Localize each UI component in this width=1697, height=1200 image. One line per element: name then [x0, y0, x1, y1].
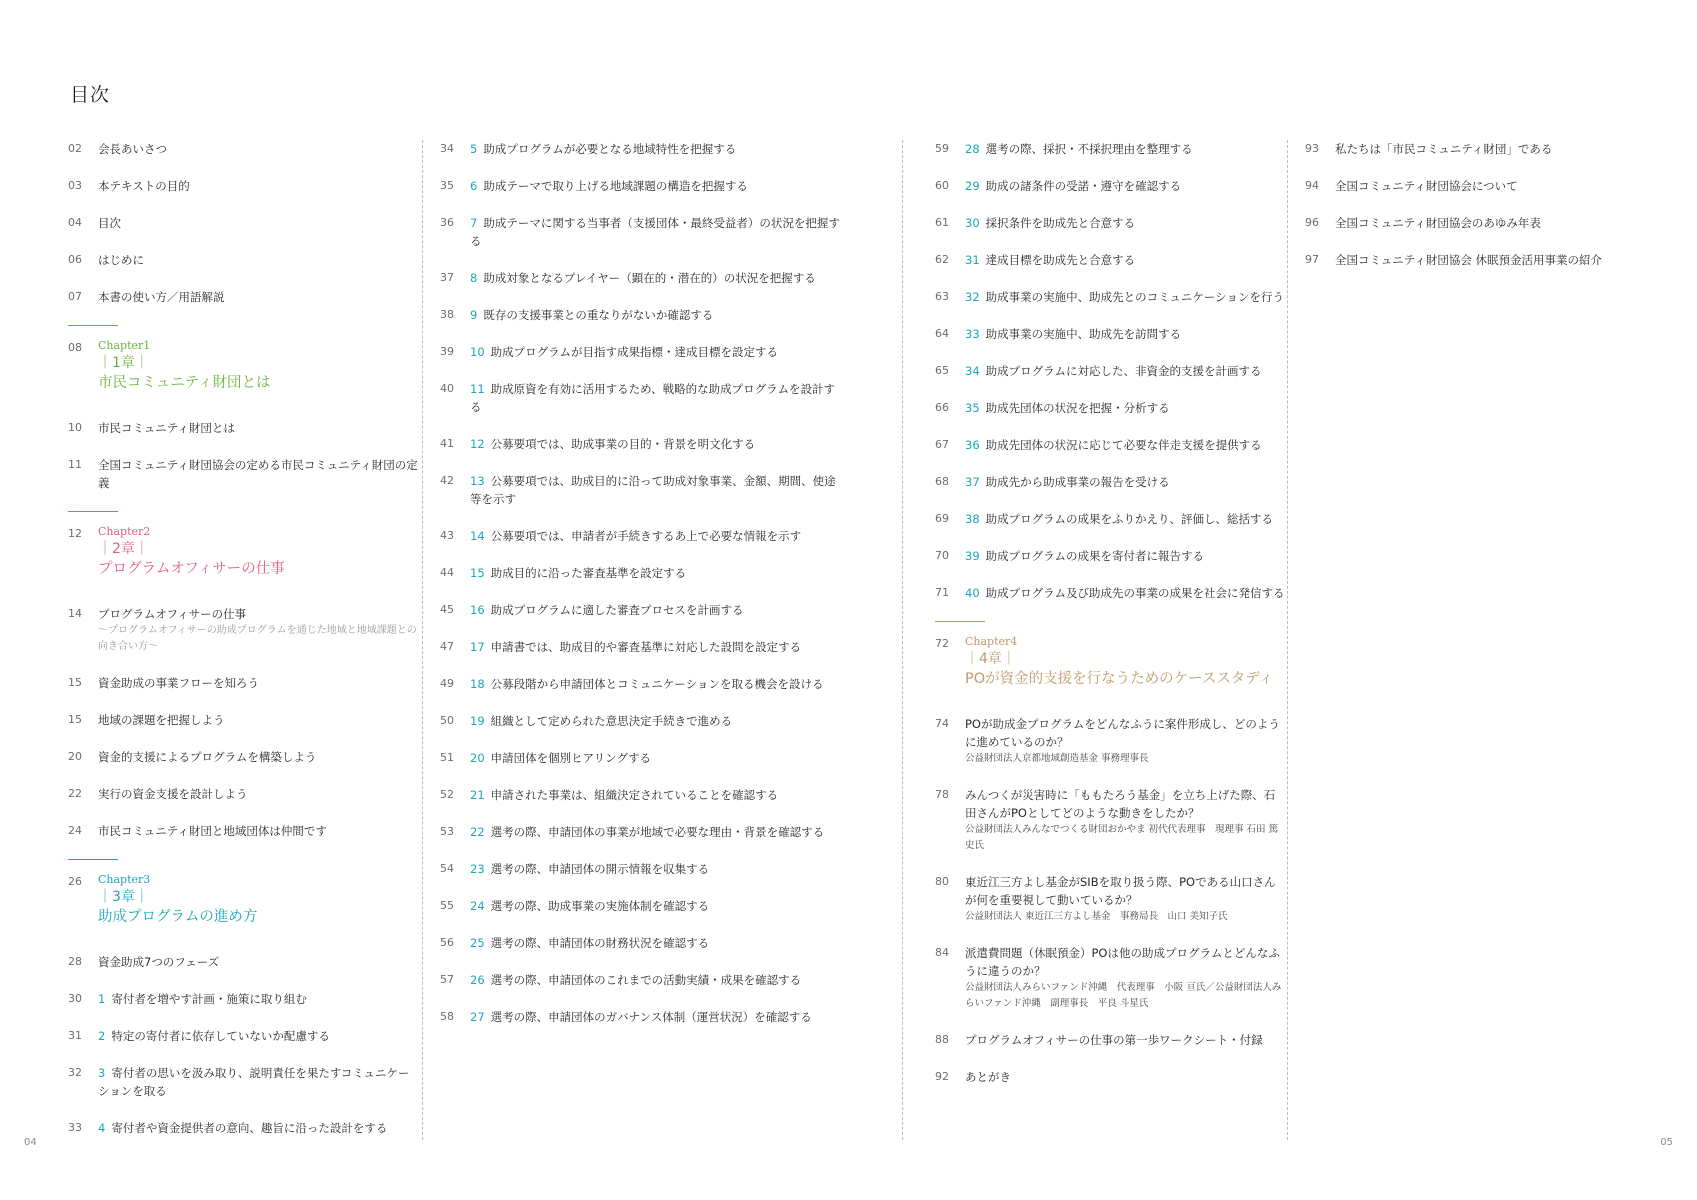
toc-item-title: 市民コミュニティ財団と地域団体は仲間です — [98, 824, 327, 838]
toc-item-note: 公益財団法人京都地域創造基金 事務理事長 — [965, 753, 1149, 764]
toc-item-title: 寄付者の思いを汲み取り、説明責任を果たすコミュニケーションを取る — [98, 1066, 410, 1098]
page-title: 目次 — [70, 84, 111, 106]
toc-entry[interactable] — [1305, 140, 1685, 158]
toc-entry[interactable] — [440, 638, 840, 656]
toc-item-number: 15 — [470, 566, 485, 580]
toc-item-title: 組織として定められた意思決定手続きで進める — [490, 714, 733, 728]
toc-page-number: 36 — [440, 216, 454, 229]
toc-item-title: 選考の際、申請団体のこれまでの活動実績・成果を確認する — [490, 973, 802, 987]
toc-page-number: 03 — [68, 179, 82, 192]
chapter-4-heading[interactable]: 72 Chapter4 ｜4章｜ POが資金的支援を行なうためのケーススタディ — [935, 621, 1285, 689]
toc-item-number: 4 — [98, 1121, 106, 1135]
toc-item-number: 16 — [470, 603, 485, 617]
toc-item-number: 27 — [470, 1010, 485, 1024]
toc-page-number: 52 — [440, 788, 454, 801]
toc-page-number: 71 — [935, 586, 949, 599]
toc-item-number: 37 — [965, 475, 980, 489]
toc-entry[interactable] — [68, 251, 418, 269]
toc-entry[interactable] — [440, 564, 840, 582]
toc-page-number: 31 — [68, 1029, 82, 1042]
toc-entry[interactable] — [68, 1119, 418, 1137]
toc-entry[interactable] — [440, 472, 840, 508]
toc-entry[interactable] — [935, 715, 1285, 767]
toc-item-title: 助成先団体の状況に応じて必要な伴走支援を提供する — [985, 438, 1262, 452]
toc-entry[interactable] — [440, 971, 840, 989]
toc-item-title: 選考の際、助成事業の実施体制を確認する — [490, 899, 710, 913]
toc-item-number: 21 — [470, 788, 485, 802]
toc-item-title: 選考の際、採択・不採択理由を整理する — [985, 142, 1193, 156]
toc-page-number: 30 — [68, 992, 82, 1005]
toc-item-number: 26 — [470, 973, 485, 987]
toc-item-number: 11 — [470, 382, 485, 396]
toc-item-title: 選考の際、申請団体の事業が地域で必要な理由・背景を確認する — [490, 825, 825, 839]
toc-entry[interactable] — [440, 1008, 840, 1026]
toc-page-number: 04 — [68, 216, 82, 229]
toc-entry[interactable] — [68, 711, 418, 729]
toc-entry[interactable] — [935, 288, 1285, 306]
chapter-name: 市民コミュニティ財団とは — [98, 375, 271, 391]
toc-item-number: 8 — [470, 271, 478, 285]
toc-item-title: 助成の諸条件の受諾・遵守を確認する — [985, 179, 1182, 193]
toc-item-title: 申請団体を個別ヒアリングする — [490, 751, 651, 765]
toc-entry[interactable] — [935, 325, 1285, 343]
toc-item-number: 33 — [965, 327, 980, 341]
toc-page-number: 92 — [935, 1070, 949, 1083]
toc-entry[interactable] — [935, 1068, 1285, 1086]
chapter-3-heading[interactable]: 26 Chapter3 ｜3章｜ 助成プログラムの進め方 — [68, 859, 418, 927]
toc-item-title: 本書の使い方／用語解説 — [98, 290, 225, 304]
toc-item-number: 30 — [965, 216, 980, 230]
toc-entry[interactable] — [1305, 214, 1685, 232]
toc-item-number: 6 — [470, 179, 478, 193]
toc-entry[interactable] — [935, 510, 1285, 528]
toc-item-number: 20 — [470, 751, 485, 765]
toc-page-number: 88 — [935, 1033, 949, 1046]
toc-page-number: 32 — [68, 1066, 82, 1079]
toc-page-number: 06 — [68, 253, 82, 266]
toc-item-number: 1 — [98, 992, 106, 1006]
toc-item-number: 40 — [965, 586, 980, 600]
toc-page-number: 07 — [68, 290, 82, 303]
toc-entry[interactable] — [440, 527, 840, 545]
toc-entry[interactable] — [440, 601, 840, 619]
toc-item-number: 22 — [470, 825, 485, 839]
toc-entry[interactable] — [935, 399, 1285, 417]
toc-item-title: プログラムオフィサーの仕事 — [98, 607, 247, 621]
toc-entry[interactable] — [1305, 177, 1685, 195]
column-divider — [902, 140, 903, 1140]
toc-page-number: 11 — [68, 458, 82, 471]
toc-item-title: はじめに — [98, 253, 144, 267]
toc-item-title: 採択条件を助成先と合意する — [985, 216, 1136, 230]
toc-item-title: 助成プログラムが目指す成果指標・達成目標を設定する — [490, 345, 779, 359]
toc-page-number: 14 — [68, 607, 82, 620]
chapter-number: ｜3章｜ — [98, 889, 149, 905]
toc-entry[interactable] — [68, 953, 418, 971]
toc-page-number: 39 — [440, 345, 454, 358]
toc-item-title: 公募要項では、助成目的に沿って助成対象事業、金額、期間、使途等を示す — [470, 474, 836, 506]
toc-entry[interactable] — [68, 605, 418, 655]
toc-page-number: 54 — [440, 862, 454, 875]
toc-item-title: 助成対象となるプレイヤー（顕在的・潜在的）の状況を把握する — [483, 271, 816, 285]
toc-entry[interactable] — [440, 269, 840, 287]
toc-page-number: 65 — [935, 364, 949, 377]
toc-item-number: 17 — [470, 640, 485, 654]
toc-page-number: 37 — [440, 271, 454, 284]
toc-entry[interactable] — [68, 177, 418, 195]
toc-page-number: 59 — [935, 142, 949, 155]
toc-item-title: プログラムオフィサーの仕事の第一歩ワークシート・付録 — [965, 1033, 1263, 1047]
toc-page-number: 40 — [440, 382, 454, 395]
toc-page-number: 22 — [68, 787, 82, 800]
toc-item-note: 公益財団法人 東近江三方よし基金 事務局長 山口 美知子氏 — [965, 911, 1228, 922]
toc-column-4 — [1305, 140, 1685, 288]
toc-item-title: 既存の支援事業との重なりがないか確認する — [483, 308, 714, 322]
toc-item-number: 29 — [965, 179, 980, 193]
chapter-name: POが資金的支援を行なうためのケーススタディ — [965, 671, 1274, 687]
toc-item-number: 10 — [470, 345, 485, 359]
toc-item-note: 公益財団法人みんなでつくる財団おかやま 初代代表理事 現理事 石田 篤史氏 — [965, 824, 1279, 851]
toc-page-number: 70 — [935, 549, 949, 562]
toc-item-number: 18 — [470, 677, 485, 691]
toc-item-title: 会長あいさつ — [98, 142, 167, 156]
toc-item-title: 選考の際、申請団体の財務状況を確認する — [490, 936, 710, 950]
toc-item-title: 助成事業の実施中、助成先とのコミュニケーションを行う — [985, 290, 1284, 304]
chapter-number: ｜4章｜ — [965, 651, 1016, 667]
toc-page-number: 62 — [935, 253, 949, 266]
toc-page-number: 43 — [440, 529, 454, 542]
toc-page-number: 41 — [440, 437, 454, 450]
toc-item-title: あとがき — [965, 1070, 1011, 1084]
toc-item-number: 35 — [965, 401, 980, 415]
toc-entry[interactable] — [440, 177, 840, 195]
toc-page-number: 20 — [68, 750, 82, 763]
toc-page-number: 63 — [935, 290, 949, 303]
toc-entry[interactable] — [440, 343, 840, 361]
chapter-tag: Chapter3 — [98, 873, 151, 886]
toc-item-title: 全国コミュニティ財団協会の定める市民コミュニティ財団の定義 — [98, 458, 418, 490]
toc-page-number: 60 — [935, 179, 949, 192]
toc-item-title: 特定の寄付者に依存していないか配慮する — [111, 1029, 330, 1043]
toc-item-title: 助成プログラム及び助成先の事業の成果を社会に発信する — [985, 586, 1285, 600]
toc-page-number: 74 — [935, 717, 949, 730]
toc-item-title: 公募要項では、申請者が手続きするあ上で必要な情報を示す — [490, 529, 802, 543]
toc-item-number: 5 — [470, 142, 478, 156]
toc-item-title: POが助成金プログラムをどんなふうに案件形成し、どのように進めているのか？ — [965, 717, 1280, 749]
toc-item-title: 申請書では、助成目的や審査基準に対応した設問を設定する — [490, 640, 802, 654]
toc-page-number: 69 — [935, 512, 949, 525]
toc-item-number: 31 — [965, 253, 980, 267]
toc-entry[interactable] — [935, 873, 1285, 925]
toc-page-number: 51 — [440, 751, 454, 764]
column-divider — [422, 140, 423, 1140]
toc-page-number: 57 — [440, 973, 454, 986]
toc-item-number: 12 — [470, 437, 485, 451]
toc-entry[interactable] — [935, 177, 1285, 195]
toc-page-number: 44 — [440, 566, 454, 579]
column-divider — [1287, 140, 1288, 1140]
toc-item-title: みんつくが災害時に「ももたろう基金」を立ち上げた際、石田さんがPOとしてどのような動きをしたか？ — [965, 788, 1276, 820]
toc-page-number: 45 — [440, 603, 454, 616]
toc-page-number: 34 — [440, 142, 454, 155]
toc-page-number: 50 — [440, 714, 454, 727]
toc-item-number: 28 — [965, 142, 980, 156]
toc-entry[interactable] — [68, 674, 418, 692]
toc-item-title: 助成目的に沿った審査基準を設定する — [490, 566, 687, 580]
toc-page-number: 66 — [935, 401, 949, 414]
toc-item-number: 7 — [470, 216, 478, 230]
toc-entry[interactable] — [440, 749, 840, 767]
toc-item-title: 公募段階から申請団体とコミュニケーションを取る機会を設ける — [490, 677, 824, 691]
toc-page-number: 94 — [1305, 179, 1319, 192]
toc-item-title: 全国コミュニティ財団協会 休眠預金活用事業の紹介 — [1335, 253, 1603, 267]
toc-entry[interactable] — [68, 990, 418, 1008]
toc-entry[interactable] — [68, 1027, 418, 1045]
toc-entry[interactable] — [935, 214, 1285, 232]
toc-entry[interactable] — [935, 944, 1285, 1012]
toc-page-number: 96 — [1305, 216, 1319, 229]
toc-entry[interactable] — [440, 675, 840, 693]
toc-item-title: 目次 — [98, 216, 121, 230]
toc-entry[interactable] — [68, 288, 418, 306]
toc-page-number: 47 — [440, 640, 454, 653]
toc-page-number: 93 — [1305, 142, 1319, 155]
toc-item-number: 14 — [470, 529, 485, 543]
toc-item-number: 3 — [98, 1066, 106, 1080]
toc-item-title: 資金助成7つのフェーズ — [98, 955, 220, 969]
page-number-right: 05 — [1660, 1137, 1673, 1148]
toc-item-subtitle: 〜プログラムオフィサーの助成プログラムを通じた地域と地域課題との向き合い方〜 — [98, 625, 417, 652]
toc-item-title: 資金助成の事業フローを知ろう — [98, 676, 259, 690]
toc-entry[interactable] — [68, 456, 418, 492]
toc-item-number: 34 — [965, 364, 980, 378]
toc-entry[interactable] — [440, 897, 840, 915]
toc-item-title: 助成テーマに関する当事者（支援団体・最終受益者）の状況を把握する — [470, 216, 840, 248]
chapter-name: 助成プログラムの進め方 — [98, 909, 258, 925]
toc-entry[interactable] — [440, 860, 840, 878]
toc-item-title: 助成プログラムに対応した、非資金的支援を計画する — [985, 364, 1262, 378]
toc-column-2 — [440, 140, 840, 1045]
toc-page-number: 15 — [68, 676, 82, 689]
page-number-left: 04 — [24, 1137, 37, 1148]
toc-item-title: 公募要項では、助成事業の目的・背景を明文化する — [490, 437, 756, 451]
toc-entry[interactable] — [440, 786, 840, 804]
toc-item-number: 39 — [965, 549, 980, 563]
chapter-tag: Chapter1 — [98, 339, 151, 352]
toc-item-title: 助成プログラムに適した審査プロセスを計画する — [490, 603, 744, 617]
toc-column-1 — [68, 140, 418, 1156]
toc-entry[interactable] — [935, 473, 1285, 491]
toc-item-title: 私たちは「市民コミュニティ財団」である — [1335, 142, 1553, 156]
chapter-tag: Chapter4 — [965, 635, 1018, 648]
toc-entry[interactable] — [440, 380, 840, 416]
toc-page-number: 97 — [1305, 253, 1319, 266]
toc-entry[interactable] — [440, 214, 840, 250]
toc-page-number: 78 — [935, 788, 949, 801]
toc-entry[interactable] — [935, 1031, 1285, 1049]
toc-item-title: 本テキストの目的 — [98, 179, 190, 193]
toc-entry[interactable] — [935, 140, 1285, 158]
toc-entry[interactable] — [440, 306, 840, 324]
toc-item-title: 助成原資を有効に活用するため、戦略的な助成プログラムを設計する — [470, 382, 836, 414]
toc-page-number: 33 — [68, 1121, 82, 1134]
toc-entry[interactable] — [440, 823, 840, 841]
toc-entry[interactable] — [68, 214, 418, 232]
toc-item-title: 申請された事業は、組織決定されていることを確認する — [490, 788, 779, 802]
toc-item-number: 23 — [470, 862, 485, 876]
toc-item-number: 9 — [470, 308, 478, 322]
toc-entry[interactable] — [68, 822, 418, 840]
toc-entry[interactable] — [935, 362, 1285, 380]
toc-entry[interactable] — [68, 1064, 418, 1100]
toc-item-title: 地域の課題を把握しよう — [98, 713, 225, 727]
toc-column-3 — [935, 140, 1285, 1105]
toc-entry[interactable] — [1305, 251, 1685, 269]
toc-entry[interactable] — [440, 435, 840, 453]
toc-item-title: 派遣費問題（休眠預金）POは他の助成プログラムとどんなふうに違うのか？ — [965, 946, 1280, 978]
toc-entry[interactable] — [68, 785, 418, 803]
toc-item-title: 寄付者を増やす計画・施策に取り組む — [111, 992, 307, 1006]
toc-page-number: 49 — [440, 677, 454, 690]
toc-item-title: 助成先団体の状況を把握・分析する — [985, 401, 1170, 415]
toc-item-title: 選考の際、申請団体のガバナンス体制（運営状況）を確認する — [490, 1010, 812, 1024]
toc-page-number: 53 — [440, 825, 454, 838]
toc-entry[interactable] — [935, 547, 1285, 565]
toc-page-number: 55 — [440, 899, 454, 912]
toc-item-title: 寄付者や資金提供者の意向、趣旨に沿った設計をする — [111, 1121, 388, 1135]
toc-entry[interactable] — [935, 251, 1285, 269]
toc-page-number: 58 — [440, 1010, 454, 1023]
toc-page-number: 80 — [935, 875, 949, 888]
toc-item-title: 助成事業の実施中、助成先を訪問する — [985, 327, 1182, 341]
toc-entry[interactable] — [935, 584, 1285, 602]
toc-entry[interactable] — [935, 786, 1285, 854]
toc-item-note: 公益財団法人みらいファンド沖縄 代表理事 小阪 亘氏／公益財団法人みらいファンド沖縄 副理事長 平良 斗星氏 — [965, 982, 1282, 1009]
toc-page-number: 35 — [440, 179, 454, 192]
chapter-number: ｜2章｜ — [98, 541, 149, 557]
toc-page-number: 61 — [935, 216, 949, 229]
toc-page-number: 02 — [68, 142, 82, 155]
chapter-2-heading[interactable]: 12 Chapter2 ｜2章｜ プログラムオフィサーの仕事 — [68, 511, 418, 579]
toc-item-title: 全国コミュニティ財団協会のあゆみ年表 — [1335, 216, 1541, 230]
toc-page-number: 84 — [935, 946, 949, 959]
toc-page-number: 24 — [68, 824, 82, 837]
toc-item-title: 助成プログラムの成果をふりかえり、評価し、総括する — [985, 512, 1274, 526]
toc-item-title: 助成プログラムが必要となる地域特性を把握する — [483, 142, 737, 156]
toc-page-number: 28 — [68, 955, 82, 968]
toc-page-number: 67 — [935, 438, 949, 451]
toc-item-number: 32 — [965, 290, 980, 304]
toc-item-title: 東近江三方よし基金がSIBを取り扱う際、POである山口さんが何を重要視して動いているか？ — [965, 875, 1276, 907]
toc-page-number: 38 — [440, 308, 454, 321]
toc-page-number: 64 — [935, 327, 949, 340]
toc-item-title: 達成目標を助成先と合意する — [985, 253, 1136, 267]
toc-page-number: 10 — [68, 421, 82, 434]
toc-entry[interactable] — [440, 712, 840, 730]
toc-entry[interactable] — [440, 140, 840, 158]
toc-entry[interactable] — [68, 140, 418, 158]
toc-entry[interactable] — [440, 934, 840, 952]
toc-item-number: 13 — [470, 474, 485, 488]
toc-entry[interactable] — [68, 419, 418, 437]
toc-item-number: 36 — [965, 438, 980, 452]
toc-item-title: 助成先から助成事業の報告を受ける — [985, 475, 1170, 489]
chapter-tag: Chapter2 — [98, 525, 151, 538]
toc-page-number: 68 — [935, 475, 949, 488]
toc-item-number: 19 — [470, 714, 485, 728]
toc-item-number: 2 — [98, 1029, 106, 1043]
toc-item-title: 資金的支援によるプログラムを構築しよう — [98, 750, 317, 764]
toc-entry[interactable] — [935, 436, 1285, 454]
toc-item-title: 市民コミュニティ財団とは — [98, 421, 235, 435]
toc-item-number: 38 — [965, 512, 980, 526]
chapter-number: ｜1章｜ — [98, 355, 149, 371]
chapter-name: プログラムオフィサーの仕事 — [98, 561, 285, 577]
toc-item-title: 助成テーマで取り上げる地域課題の構造を把握する — [483, 179, 748, 193]
toc-page-number: 15 — [68, 713, 82, 726]
toc-item-title: 全国コミュニティ財団協会について — [1335, 179, 1518, 193]
toc-item-title: 実行の資金支援を設計しよう — [98, 787, 248, 801]
toc-page-number: 42 — [440, 474, 454, 487]
toc-entry[interactable] — [68, 748, 418, 766]
toc-item-number: 25 — [470, 936, 485, 950]
toc-item-title: 選考の際、申請団体の開示情報を収集する — [490, 862, 710, 876]
toc-item-title: 助成プログラムの成果を寄付者に報告する — [985, 549, 1205, 563]
toc-page-number: 56 — [440, 936, 454, 949]
toc-item-number: 24 — [470, 899, 485, 913]
chapter-1-heading[interactable]: 08 Chapter1 ｜1章｜ 市民コミュニティ財団とは — [68, 325, 418, 393]
